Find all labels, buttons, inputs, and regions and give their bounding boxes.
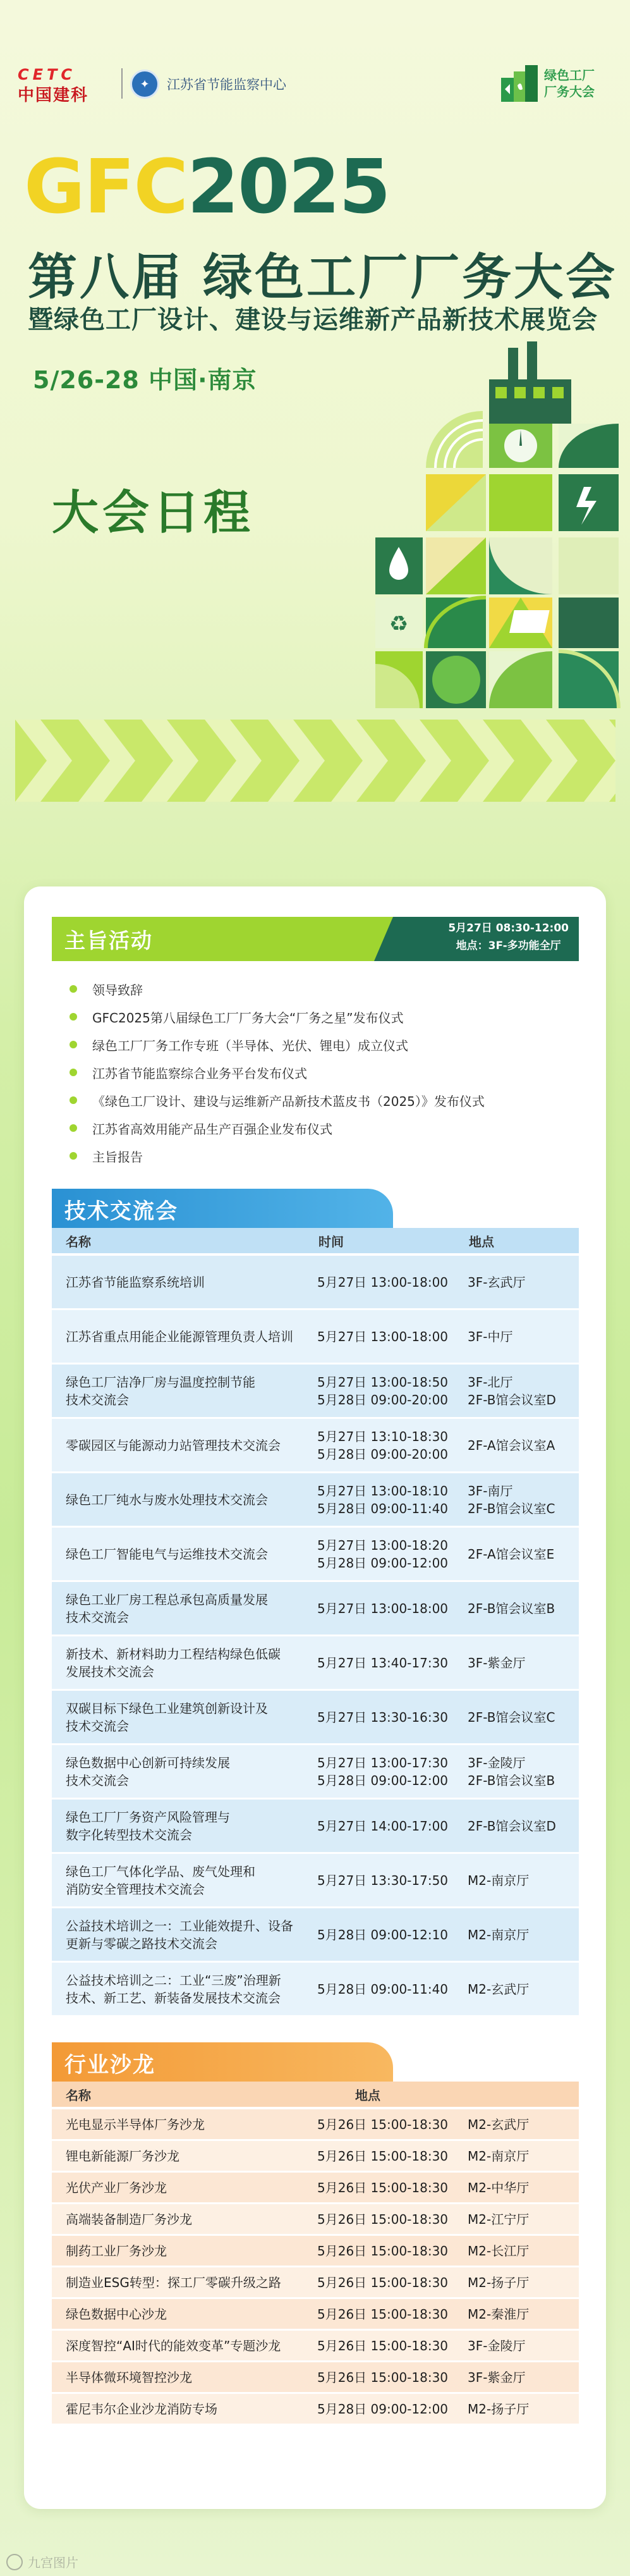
agenda-card: [24, 886, 606, 2509]
cell-place: M2-扬子厅: [468, 2401, 530, 2417]
gfc-logo-line2: 厂务大会: [544, 84, 595, 99]
cell-name: 绿色工厂纯水与废水处理技术交流会: [66, 1492, 268, 1507]
cell-time: 5月27日 13:00-18:00: [317, 1600, 449, 1616]
hero-gfc-text: GFC: [24, 143, 188, 230]
cell-name: 霍尼韦尔企业沙龙消防专场: [66, 2401, 217, 2417]
bullet-icon: [70, 1041, 77, 1048]
cell-time: 5月27日 14:00-17:00: [317, 1818, 449, 1834]
bullet-icon: [70, 1124, 77, 1132]
jiangsu-logo: [130, 67, 320, 101]
cell-time: 5月27日 13:00-18:20 5月28日 09:00-12:00: [317, 1537, 449, 1571]
cell-place: 2F-A馆会议室E: [468, 1546, 555, 1562]
list-item-text: GFC2025第八届绿色工厂厂务大会“厂务之星”发布仪式: [92, 1010, 404, 1026]
bullet-icon: [70, 1013, 77, 1021]
hero-date: 5/26-28 中国·南京: [33, 366, 257, 394]
tech-exchange-column-headers: [52, 1228, 579, 1253]
cell-time: 5月26日 15:00-18:30: [317, 2116, 449, 2132]
agenda-heading: 大会日程: [52, 486, 254, 540]
table-row: [52, 2173, 579, 2204]
cell-name: 公益技术培训之一：工业能效提升、设备 更新与零碳之路技术交流会: [66, 1918, 293, 1951]
table-row: [52, 1528, 579, 1582]
cell-name: 光电显示半导体厂务沙龙: [66, 2116, 205, 2132]
cell-time: 5月27日 13:30-16:30: [317, 1709, 449, 1725]
industry-salon-header: [52, 2042, 579, 2108]
column-header-name: 名称: [66, 2087, 91, 2103]
column-header-place: 地点: [355, 2087, 380, 2103]
cell-place: 3F-北厅 2F-B馆会议室D: [468, 1374, 556, 1408]
cell-time: 5月27日 13:00-18:00: [317, 1274, 449, 1290]
table-row: [52, 1473, 579, 1528]
list-item: [70, 1031, 485, 1058]
cell-place: M2-南京厅: [468, 1872, 530, 1888]
list-item: [70, 1003, 485, 1031]
cell-place: 2F-B馆会议室C: [468, 1709, 555, 1725]
gfc-factory-icon: [500, 64, 539, 103]
bullet-icon: [70, 1096, 77, 1104]
cell-name: 绿色工厂智能电气与运维技术交流会: [66, 1546, 268, 1562]
list-item-text: 江苏省节能监察综合业务平台发布仪式: [92, 1065, 307, 1081]
list-item-text: 绿色工厂厂务工作专班（半导体、光伏、锂电）成立仪式: [92, 1038, 408, 1053]
factory-icon: [489, 341, 571, 424]
cell-place: 3F-紫金厅: [468, 1655, 526, 1671]
industry-salon-title: 行业沙龙: [64, 2052, 155, 2078]
cell-name: 绿色工厂厂务资产风险管理与 数字化转型技术交流会: [66, 1809, 230, 1843]
table-row: [52, 2362, 579, 2394]
cell-name: 公益技术培训之二：工业“三废”治理新 技术、新工艺、新装备发展技术交流会: [66, 1972, 281, 2006]
cell-place: M2-长江厅: [468, 2243, 530, 2259]
cell-time: 5月26日 15:00-18:30: [317, 2243, 449, 2259]
tech-exchange-table: [52, 1256, 579, 2017]
table-row: [52, 1636, 579, 1691]
cell-name: 制造业ESG转型：探工厂零碳升级之路: [66, 2274, 281, 2290]
main-activity-section: [52, 917, 579, 1195]
table-row: [52, 1908, 579, 1963]
cell-place: 3F-南厅 2F-B馆会议室C: [468, 1483, 555, 1516]
cell-name: 新技术、新材料助力工程结构绿色低碳 发展技术交流会: [66, 1646, 281, 1679]
list-item-text: 《绿色工厂设计、建设与运维新产品新技术蓝皮书（2025）》发布仪式: [92, 1093, 485, 1109]
cell-place: 3F-金陵厅 2F-B馆会议室B: [468, 1755, 555, 1788]
cell-time: 5月26日 15:00-18:30: [317, 2306, 449, 2322]
table-row: [52, 1365, 579, 1419]
cell-place: M2-扬子厅: [468, 2274, 530, 2290]
table-row: [52, 2299, 579, 2331]
recycle-icon: ♻: [389, 611, 409, 637]
cell-name: 深度智控“AI时代的能效变革”专题沙龙: [66, 2338, 281, 2353]
cell-time: 5月27日 13:00-17:30 5月28日 09:00-12:00: [317, 1755, 449, 1788]
gfc-logo-line1: 绿色工厂: [544, 68, 595, 83]
cell-name: 制药工业厂务沙龙: [66, 2243, 167, 2259]
cell-time: 5月26日 15:00-18:30: [317, 2211, 449, 2227]
cell-name: 江苏省重点用能企业能源管理负责人培训: [66, 1328, 293, 1344]
cell-name: 双碳目标下绿色工业建筑创新设计及 技术交流会: [66, 1700, 268, 1734]
cell-name: 绿色数据中心创新可持续发展 技术交流会: [66, 1755, 230, 1788]
watermark: [6, 2553, 78, 2571]
cell-place: M2-南京厅: [468, 1927, 530, 1942]
list-item: [70, 1086, 485, 1114]
cell-name: 绿色工厂洁净厂房与温度控制节能 技术交流会: [66, 1374, 255, 1408]
cell-time: 5月27日 13:00-18:00: [317, 1328, 449, 1344]
cell-time: 5月28日 09:00-12:00: [317, 2401, 449, 2417]
tech-exchange-header: [52, 1189, 579, 1254]
cell-place: M2-南京厅: [468, 2148, 530, 2164]
list-item: [70, 1114, 485, 1142]
industry-salon-table: [52, 2109, 579, 2426]
list-item: [70, 1142, 485, 1170]
cell-name: 高端装备制造厂务沙龙: [66, 2211, 192, 2227]
main-activity-time: 5月27日 08:30-12:00: [448, 922, 569, 935]
list-item: [70, 975, 485, 1003]
cell-time: 5月27日 13:40-17:30: [317, 1655, 449, 1671]
table-row: [52, 2236, 579, 2267]
table-row: [52, 1854, 579, 1908]
table-row: [52, 1800, 579, 1854]
hero-gfc-title: [24, 143, 390, 230]
main-activity-list: [70, 975, 485, 1170]
cell-time: 5月28日 09:00-11:40: [317, 1981, 449, 1997]
cell-time: 5月26日 15:00-18:30: [317, 2338, 449, 2353]
table-row: [52, 1745, 579, 1800]
green-factory-illustration: [375, 341, 622, 708]
cell-place: 2F-B馆会议室B: [468, 1600, 555, 1616]
list-item-text: 领导致辞: [92, 982, 143, 998]
table-row: [52, 2394, 579, 2426]
table-row: [52, 1310, 579, 1365]
table-row: [52, 2141, 579, 2173]
table-row: [52, 1582, 579, 1636]
jiangsu-emblem-icon: ✦: [130, 70, 159, 99]
industry-salon-column-headers: [52, 2082, 579, 2107]
list-item: [70, 1058, 485, 1086]
cell-time: 5月28日 09:00-12:10: [317, 1927, 449, 1942]
column-header-place: 地点: [469, 1234, 494, 1249]
table-row: [52, 1419, 579, 1473]
main-activity-title: 主旨活动: [64, 928, 153, 953]
hero-subtitle: 暨绿色工厂设计、建设与运维新产品新技术展览会: [28, 305, 598, 334]
table-row: [52, 1963, 579, 2017]
cell-place: 2F-B馆会议室D: [468, 1818, 556, 1834]
list-item-text: 主旨报告: [92, 1149, 143, 1165]
table-row: [52, 2109, 579, 2141]
main-activity-meta: [448, 919, 569, 955]
list-item-text: 江苏省高效用能产品生产百强企业发布仪式: [92, 1121, 332, 1137]
watermark-text: 九宫图片: [28, 2555, 78, 2570]
cell-time: 5月26日 15:00-18:30: [317, 2148, 449, 2164]
cell-name: 半导体微环境智控沙龙: [66, 2369, 192, 2385]
cell-time: 5月27日 13:10-18:30 5月28日 09:00-20:00: [317, 1428, 449, 1462]
cell-name: 绿色数据中心沙龙: [66, 2306, 167, 2322]
bullet-icon: [70, 985, 77, 993]
cell-place: 3F-紫金厅: [468, 2369, 526, 2385]
cell-time: 5月27日 13:30-17:50: [317, 1872, 449, 1888]
column-header-name: 名称: [66, 1234, 91, 1249]
cell-name: 江苏省节能监察系统培训: [66, 1274, 205, 1290]
jiangsu-logo-text: 江苏省节能监察中心: [167, 77, 286, 92]
cell-place: M2-玄武厅: [468, 2116, 530, 2132]
bullet-icon: [70, 1069, 77, 1076]
cell-time: 5月26日 15:00-18:30: [317, 2180, 449, 2195]
cell-name: 零碳园区与能源动力站管理技术交流会: [66, 1437, 281, 1453]
main-activity-place: 地点：3F-多功能全厅: [456, 940, 561, 952]
cell-place: M2-中华厅: [468, 2180, 530, 2195]
hero-title: 第八届 绿色工厂厂务大会: [28, 249, 618, 306]
cell-place: M2-秦淮厅: [468, 2306, 530, 2322]
logo-divider: [121, 68, 123, 99]
cell-place: 3F-玄武厅: [468, 1274, 526, 1290]
cetc-logo: [18, 66, 112, 105]
table-row: [52, 1691, 579, 1745]
cetc-logo-chinese: 中国建科: [18, 86, 89, 105]
cell-place: M2-玄武厅: [468, 1981, 530, 1997]
bullet-icon: [70, 1152, 77, 1160]
cell-time: 5月27日 13:00-18:50 5月28日 09:00-20:00: [317, 1374, 449, 1408]
watermark-logo-icon: [6, 2554, 23, 2570]
table-row: [52, 1256, 579, 1310]
cell-place: 3F-中厅: [468, 1328, 513, 1344]
table-row: [52, 2331, 579, 2362]
cell-place: 3F-金陵厅: [468, 2338, 526, 2353]
tech-exchange-title: 技术交流会: [64, 1199, 178, 1224]
cell-time: 5月26日 15:00-18:30: [317, 2369, 449, 2385]
cell-name: 光伏产业厂务沙龙: [66, 2180, 167, 2195]
chevron-decoration: [15, 720, 615, 802]
cell-name: 绿色工业厂房工程总承包高质量发展 技术交流会: [66, 1592, 268, 1625]
gfc-logo: [500, 61, 614, 106]
cell-time: 5月27日 13:00-18:10 5月28日 09:00-11:40: [317, 1483, 449, 1516]
cell-place: 2F-A馆会议室A: [468, 1437, 555, 1453]
poster-header: [0, 0, 630, 860]
cell-time: 5月26日 15:00-18:30: [317, 2274, 449, 2290]
table-row: [52, 2267, 579, 2299]
hero-year-text: 2025: [187, 143, 390, 230]
cell-name: 绿色工厂气体化学品、废气处理和 消防安全管理技术交流会: [66, 1863, 255, 1897]
column-header-time: 时间: [318, 1234, 344, 1249]
cell-place: M2-江宁厅: [468, 2211, 530, 2227]
table-row: [52, 2204, 579, 2236]
cetc-logo-text: CETC: [18, 66, 76, 83]
cell-name: 锂电新能源厂务沙龙: [66, 2148, 179, 2164]
